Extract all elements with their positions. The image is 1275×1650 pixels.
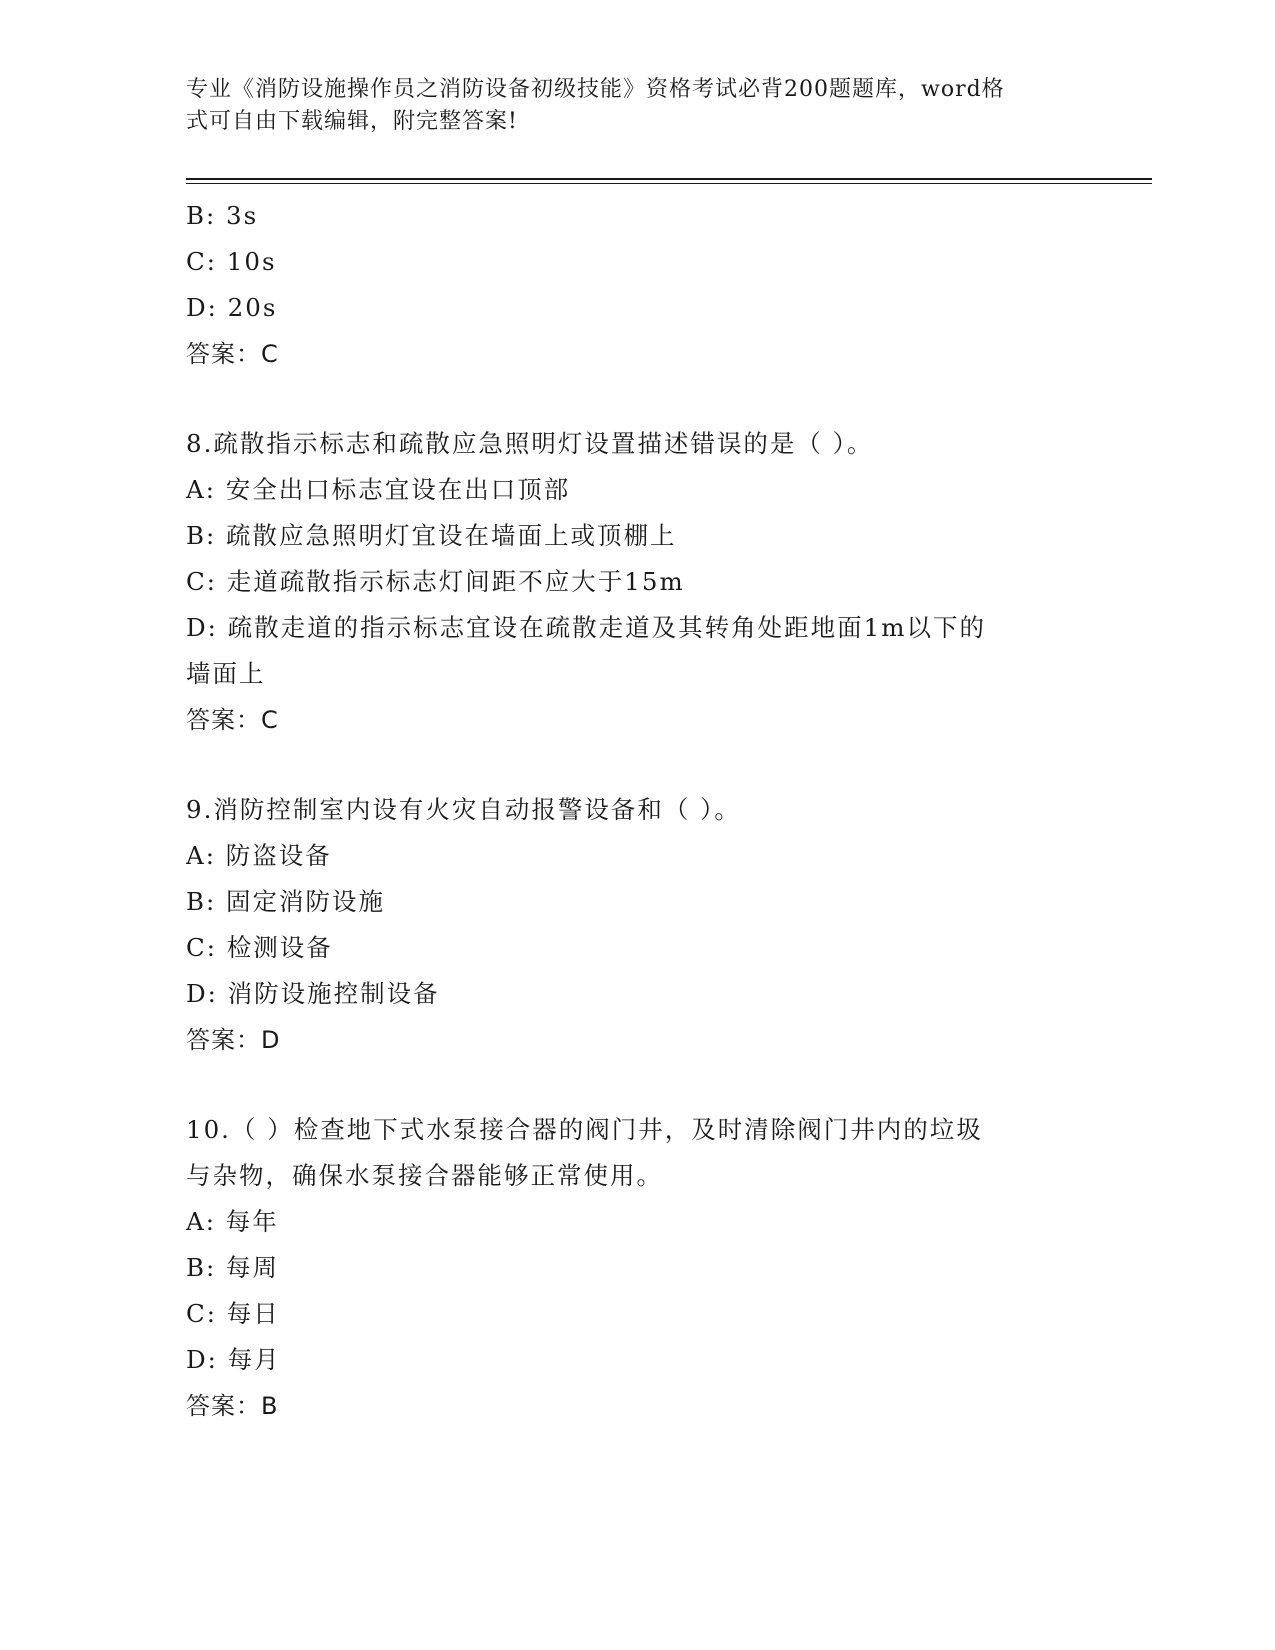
- option-a: A: 防盗设备: [186, 841, 332, 870]
- option-d: D: 20s: [186, 293, 278, 322]
- header-divider-top: [186, 178, 1152, 180]
- question-10: [186, 1107, 1086, 1429]
- answer-line: 答案：C: [186, 706, 279, 734]
- document-header: [186, 74, 1066, 138]
- option-d: D: 消防设施控制设备: [186, 979, 440, 1008]
- question-text-continuation: 与杂物，确保水泵接合器能够正常使用。: [186, 1161, 663, 1190]
- option-b: B: 疏散应急照明灯宜设在墙面上或顶棚上: [186, 521, 677, 550]
- question-partial: [186, 193, 1086, 377]
- option-b: B: 固定消防设施: [186, 887, 386, 916]
- option-b: B: 3s: [186, 201, 259, 230]
- option-a: A: 安全出口标志宜设在出口顶部: [186, 475, 571, 504]
- header-line-2: 式可自由下载编辑，附完整答案!: [186, 109, 518, 134]
- option-c: C: 走道疏散指示标志灯间距不应大于15m: [186, 567, 685, 596]
- question-text: 9.消防控制室内设有火灾自动报警设备和（ ）。: [186, 795, 741, 824]
- option-c: C: 检测设备: [186, 933, 333, 962]
- option-a: A: 每年: [186, 1207, 279, 1236]
- answer-line: 答案：C: [186, 340, 279, 368]
- question-list: [186, 193, 1086, 1429]
- option-c: C: 10s: [186, 247, 277, 276]
- question-text: 8.疏散指示标志和疏散应急照明灯设置描述错误的是（ ）。: [186, 429, 874, 458]
- answer-line: 答案：B: [186, 1392, 279, 1420]
- option-b: B: 每周: [186, 1253, 280, 1282]
- answer-line: 答案：D: [186, 1026, 281, 1054]
- option-d: D: 疏散走道的指示标志宜设在疏散走道及其转角处距地面1m以下的: [186, 613, 987, 642]
- question-text: 10.（ ）检查地下式水泵接合器的阀门井，及时清除阀门井内的垃圾: [186, 1115, 983, 1144]
- option-d: D: 每月: [186, 1345, 281, 1374]
- question-9: [186, 787, 1086, 1063]
- header-divider-bottom: [186, 183, 1152, 184]
- option-c: C: 每日: [186, 1299, 280, 1328]
- header-line-1: 专业《消防设施操作员之消防设备初级技能》资格考试必背200题题库，word格: [186, 77, 1005, 102]
- question-8: [186, 421, 1086, 743]
- option-d-continuation: 墙面上: [186, 659, 266, 688]
